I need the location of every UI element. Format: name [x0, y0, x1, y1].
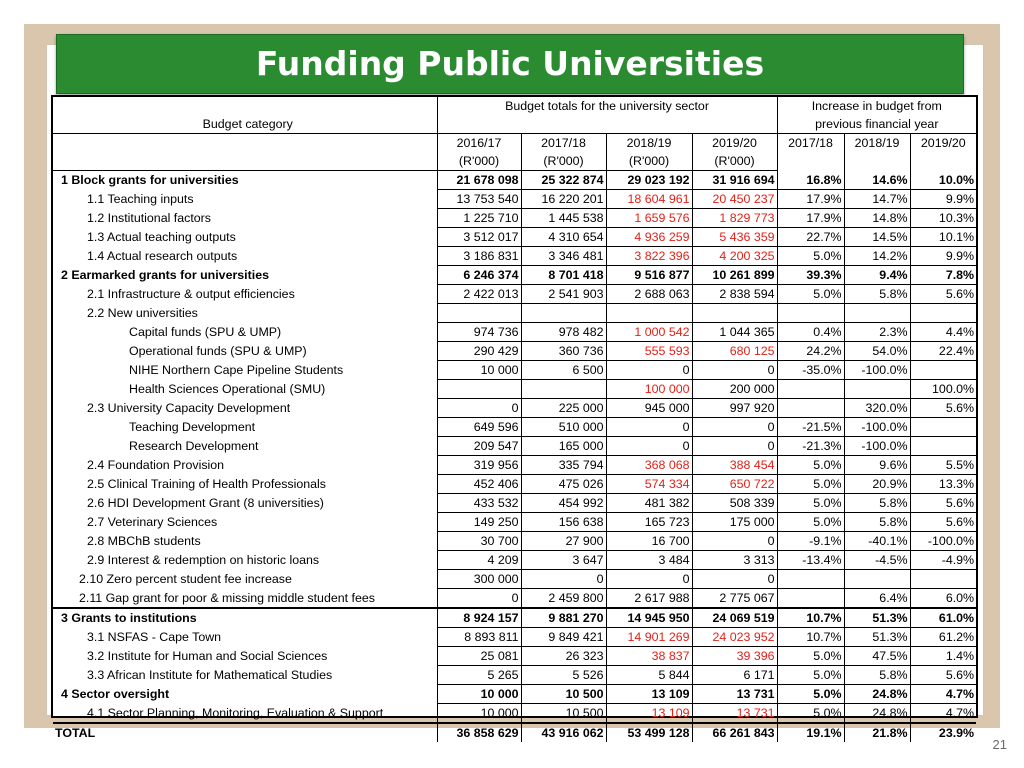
pct-increase-cell: 2.3%: [844, 323, 910, 342]
table-row: [53, 342, 976, 361]
budget-value-cell: 10 500: [521, 704, 606, 724]
budget-value-cell: 10 500: [521, 685, 606, 704]
budget-value-cell: 4 310 654: [521, 228, 606, 247]
budget-value-cell: 25 081: [437, 647, 521, 666]
row-label: 4 Sector oversight: [61, 687, 170, 701]
budget-value-cell: 13 753 540: [437, 190, 521, 209]
budget-value-cell: 0: [606, 361, 692, 380]
header-year: 2018/19: [606, 134, 692, 153]
table-body: [53, 171, 976, 743]
pct-increase-cell: 24.8%: [844, 704, 910, 724]
header-pct-year: 2018/19: [844, 134, 910, 153]
pct-increase-cell: 16.8%: [777, 171, 844, 190]
table-row: [53, 570, 976, 589]
table-row: [53, 190, 976, 209]
table-row: [53, 666, 976, 685]
pct-increase-cell: 5.0%: [777, 647, 844, 666]
table-row: [53, 437, 976, 456]
row-label: Operational funds (SPU & UMP): [129, 344, 307, 358]
budget-value-cell: 165 723: [606, 513, 692, 532]
budget-value-cell: 31 916 694: [692, 171, 777, 190]
pct-increase-cell: [777, 304, 844, 323]
budget-value-cell: 8 924 157: [437, 608, 521, 628]
table-row: [53, 647, 976, 666]
budget-value-cell: 0: [606, 570, 692, 589]
budget-value-cell: 3 822 396: [606, 247, 692, 266]
budget-value-cell: 200 000: [692, 380, 777, 399]
header-increase-line1: Increase in budget from: [777, 97, 976, 115]
row-label: Health Sciences Operational (SMU): [129, 382, 326, 396]
budget-value-cell: 25 322 874: [521, 171, 606, 190]
pct-increase-cell: 5.0%: [777, 685, 844, 704]
table-row: [53, 589, 976, 609]
table-row: [53, 228, 976, 247]
pct-increase-cell: -4.5%: [844, 551, 910, 570]
budget-value-cell: 8 893 811: [437, 628, 521, 647]
pct-increase-cell: 10.7%: [777, 608, 844, 628]
table-row: [53, 266, 976, 285]
budget-value-cell: [521, 380, 606, 399]
pct-increase-cell: 5.0%: [777, 475, 844, 494]
budget-value-cell: 433 532: [437, 494, 521, 513]
pct-increase-cell: 5.8%: [844, 666, 910, 685]
budget-value-cell: 5 526: [521, 666, 606, 685]
budget-value-cell: [606, 304, 692, 323]
table-row: [53, 456, 976, 475]
table-row: [53, 475, 976, 494]
budget-value-cell: 3 346 481: [521, 247, 606, 266]
row-label: 1.1 Teaching inputs: [87, 192, 194, 206]
budget-value-cell: 3 647: [521, 551, 606, 570]
budget-value-cell: 3 186 831: [437, 247, 521, 266]
budget-value-cell: 100 000: [606, 380, 692, 399]
budget-value-cell: 2 422 013: [437, 285, 521, 304]
row-label: 1.3 Actual teaching outputs: [87, 230, 236, 244]
total-pct-cell: 23.9%: [910, 723, 976, 742]
pct-increase-cell: [844, 304, 910, 323]
budget-value-cell: 3 484: [606, 551, 692, 570]
pct-increase-cell: -100.0%: [844, 418, 910, 437]
table-row: [53, 285, 976, 304]
total-label: TOTAL: [53, 723, 437, 742]
budget-value-cell: 2 617 988: [606, 589, 692, 609]
budget-value-cell: 29 023 192: [606, 171, 692, 190]
slide-title: Funding Public Universities: [56, 34, 964, 94]
pct-increase-cell: 5.6%: [910, 494, 976, 513]
budget-value-cell: 5 436 359: [692, 228, 777, 247]
pct-increase-cell: 5.8%: [844, 513, 910, 532]
table-row: [53, 418, 976, 437]
budget-value-cell: 0: [606, 418, 692, 437]
budget-value-cell: 0: [692, 532, 777, 551]
budget-value-cell: 8 701 418: [521, 266, 606, 285]
budget-value-cell: 24 069 519: [692, 608, 777, 628]
table-row: [53, 513, 976, 532]
pct-increase-cell: 4.4%: [910, 323, 976, 342]
header-unit: (R'000): [521, 152, 606, 171]
pct-increase-cell: 22.7%: [777, 228, 844, 247]
table-row: [53, 685, 976, 704]
header-blank: [910, 152, 976, 171]
pct-increase-cell: 5.5%: [910, 456, 976, 475]
row-label: 2.6 HDI Development Grant (8 universities): [87, 496, 324, 510]
budget-value-cell: 30 700: [437, 532, 521, 551]
table-row: [53, 247, 976, 266]
budget-value-cell: 360 736: [521, 342, 606, 361]
budget-value-cell: 225 000: [521, 399, 606, 418]
pct-increase-cell: 6.0%: [910, 589, 976, 609]
total-pct-cell: 21.8%: [844, 723, 910, 742]
budget-value-cell: 6 500: [521, 361, 606, 380]
pct-increase-cell: 6.4%: [844, 589, 910, 609]
budget-value-cell: 10 000: [437, 685, 521, 704]
budget-value-cell: 0: [692, 361, 777, 380]
header-year: 2019/20: [692, 134, 777, 153]
budget-value-cell: 368 068: [606, 456, 692, 475]
budget-value-cell: 0: [437, 399, 521, 418]
header-year: 2017/18: [521, 134, 606, 153]
budget-value-cell: 5 844: [606, 666, 692, 685]
pct-increase-cell: -35.0%: [777, 361, 844, 380]
budget-value-cell: 14 945 950: [606, 608, 692, 628]
budget-value-cell: 481 382: [606, 494, 692, 513]
budget-value-cell: 1 000 542: [606, 323, 692, 342]
budget-value-cell: 24 023 952: [692, 628, 777, 647]
budget-value-cell: 649 596: [437, 418, 521, 437]
pct-increase-cell: 5.8%: [844, 285, 910, 304]
budget-value-cell: 0: [692, 437, 777, 456]
budget-value-cell: 510 000: [521, 418, 606, 437]
budget-value-cell: [692, 304, 777, 323]
row-label: 3.1 NSFAS - Cape Town: [87, 630, 222, 644]
budget-value-cell: 10 000: [437, 704, 521, 724]
table-row: [53, 494, 976, 513]
row-label: 1 Block grants for universities: [61, 173, 239, 188]
row-label: 4.1 Sector Planning, Monitoring, Evaluation & Support: [87, 705, 384, 720]
header-blank: [777, 152, 844, 171]
budget-value-cell: 149 250: [437, 513, 521, 532]
budget-value-cell: 945 000: [606, 399, 692, 418]
budget-value-cell: 0: [692, 418, 777, 437]
budget-value-cell: 680 125: [692, 342, 777, 361]
budget-value-cell: 9 881 270: [521, 608, 606, 628]
budget-value-cell: 16 220 201: [521, 190, 606, 209]
budget-value-cell: 3 512 017: [437, 228, 521, 247]
budget-value-cell: 0: [606, 437, 692, 456]
pct-increase-cell: 61.0%: [910, 608, 976, 628]
budget-table: [53, 97, 976, 742]
budget-value-cell: 3 313: [692, 551, 777, 570]
pct-increase-cell: 24.2%: [777, 342, 844, 361]
pct-increase-cell: 5.0%: [777, 247, 844, 266]
pct-increase-cell: 51.3%: [844, 628, 910, 647]
row-label: 2.7 Veterinary Sciences: [87, 515, 218, 529]
budget-value-cell: 13 109: [606, 685, 692, 704]
pct-increase-cell: 61.2%: [910, 628, 976, 647]
pct-increase-cell: [777, 380, 844, 399]
budget-value-cell: 6 171: [692, 666, 777, 685]
budget-value-cell: 508 339: [692, 494, 777, 513]
row-label: 2.1 Infrastructure & output efficiencies: [87, 287, 295, 301]
budget-value-cell: 1 044 365: [692, 323, 777, 342]
budget-value-cell: 13 731: [692, 685, 777, 704]
budget-value-cell: 5 265: [437, 666, 521, 685]
pct-increase-cell: 9.9%: [910, 247, 976, 266]
budget-value-cell: 26 323: [521, 647, 606, 666]
table-row: [53, 628, 976, 647]
budget-value-cell: 6 246 374: [437, 266, 521, 285]
header-unit: (R'000): [692, 152, 777, 171]
row-label: 2.9 Interest & redemption on historic loans: [87, 553, 320, 567]
row-label: 3 Grants to institutions: [53, 608, 437, 628]
budget-table-container: [51, 95, 978, 740]
header-budget-category: Budget category: [53, 115, 437, 134]
budget-value-cell: 1 225 710: [437, 209, 521, 228]
pct-increase-cell: -40.1%: [844, 532, 910, 551]
budget-value-cell: 14 901 269: [606, 628, 692, 647]
pct-increase-cell: 5.0%: [777, 513, 844, 532]
budget-value-cell: 454 992: [521, 494, 606, 513]
pct-increase-cell: 20.9%: [844, 475, 910, 494]
budget-value-cell: 335 794: [521, 456, 606, 475]
pct-increase-cell: 24.8%: [844, 685, 910, 704]
pct-increase-cell: 14.6%: [844, 171, 910, 190]
pct-increase-cell: 10.3%: [910, 209, 976, 228]
table-row: [53, 704, 976, 724]
budget-value-cell: 555 593: [606, 342, 692, 361]
budget-value-cell: 290 429: [437, 342, 521, 361]
budget-value-cell: 1 659 576: [606, 209, 692, 228]
row-label: 2.11 Gap grant for poor & missing middle student fees: [79, 590, 375, 605]
pct-increase-cell: 7.8%: [910, 266, 976, 285]
header-blank: [844, 152, 910, 171]
pct-increase-cell: 5.6%: [910, 285, 976, 304]
pct-increase-cell: 22.4%: [910, 342, 976, 361]
budget-value-cell: 2 838 594: [692, 285, 777, 304]
pct-increase-cell: -21.3%: [777, 437, 844, 456]
pct-increase-cell: -21.5%: [777, 418, 844, 437]
pct-increase-cell: 5.8%: [844, 494, 910, 513]
row-label: NIHE Northern Cape Pipeline Students: [129, 363, 344, 377]
budget-value-cell: 978 482: [521, 323, 606, 342]
total-value-cell: 53 499 128: [606, 723, 692, 742]
pct-increase-cell: -100.0%: [910, 532, 976, 551]
pct-increase-cell: [777, 399, 844, 418]
table-row: [53, 551, 976, 570]
budget-value-cell: 475 026: [521, 475, 606, 494]
budget-value-cell: 9 849 421: [521, 628, 606, 647]
pct-increase-cell: 14.8%: [844, 209, 910, 228]
row-label: Teaching Development: [129, 420, 256, 434]
budget-value-cell: [521, 304, 606, 323]
pct-increase-cell: 10.1%: [910, 228, 976, 247]
budget-value-cell: 2 775 067: [692, 589, 777, 609]
pct-increase-cell: 5.0%: [777, 666, 844, 685]
pct-increase-cell: [910, 304, 976, 323]
budget-value-cell: 10 000: [437, 361, 521, 380]
row-label: 2.8 MBChB students: [87, 534, 201, 548]
total-value-cell: 66 261 843: [692, 723, 777, 742]
pct-increase-cell: 14.7%: [844, 190, 910, 209]
pct-increase-cell: 0.4%: [777, 323, 844, 342]
budget-value-cell: 0: [521, 570, 606, 589]
header-pct-year: 2017/18: [777, 134, 844, 153]
budget-value-cell: 13 731: [692, 704, 777, 724]
row-label: 2.3 University Capacity Development: [87, 401, 291, 415]
budget-value-cell: 0: [692, 570, 777, 589]
table-row: [53, 399, 976, 418]
row-label: 3.3 African Institute for Mathematical Studies: [87, 668, 333, 682]
header-unit: (R'000): [606, 152, 692, 171]
pct-increase-cell: [910, 437, 976, 456]
pct-increase-cell: 5.0%: [777, 456, 844, 475]
pct-increase-cell: 47.5%: [844, 647, 910, 666]
header-blank: [53, 134, 437, 153]
pct-increase-cell: 4.7%: [910, 704, 976, 724]
table-row: [53, 171, 976, 190]
row-label: 1.2 Institutional factors: [87, 211, 211, 225]
budget-value-cell: 4 209: [437, 551, 521, 570]
pct-increase-cell: [844, 380, 910, 399]
budget-value-cell: 319 956: [437, 456, 521, 475]
pct-increase-cell: [844, 570, 910, 589]
budget-value-cell: 21 678 098: [437, 171, 521, 190]
pct-increase-cell: -9.1%: [777, 532, 844, 551]
budget-value-cell: 4 936 259: [606, 228, 692, 247]
budget-value-cell: 2 459 800: [521, 589, 606, 609]
row-label: 2.5 Clinical Training of Health Professionals: [87, 477, 326, 491]
header-blank: [53, 152, 437, 171]
pct-increase-cell: 14.5%: [844, 228, 910, 247]
row-label: 2.4 Foundation Provision: [87, 458, 225, 472]
row-label: 2 Earmarked grants for universities: [61, 268, 269, 282]
table-row: [53, 209, 976, 228]
budget-value-cell: 16 700: [606, 532, 692, 551]
budget-value-cell: 997 920: [692, 399, 777, 418]
pct-increase-cell: 5.0%: [777, 285, 844, 304]
budget-value-cell: 13 109: [606, 704, 692, 724]
pct-increase-cell: [910, 361, 976, 380]
row-label: 1.4 Actual research outputs: [87, 249, 238, 263]
budget-value-cell: 4 200 325: [692, 247, 777, 266]
header-unit: (R'000): [437, 152, 521, 171]
total-pct-cell: 19.1%: [777, 723, 844, 742]
budget-value-cell: 1 829 773: [692, 209, 777, 228]
pct-increase-cell: 5.6%: [910, 399, 976, 418]
pct-increase-cell: -100.0%: [844, 361, 910, 380]
budget-value-cell: [437, 304, 521, 323]
total-row: [53, 723, 976, 742]
budget-value-cell: 10 261 899: [692, 266, 777, 285]
budget-value-cell: 2 688 063: [606, 285, 692, 304]
table-row: [53, 380, 976, 399]
budget-value-cell: [437, 380, 521, 399]
budget-value-cell: 18 604 961: [606, 190, 692, 209]
budget-value-cell: 175 000: [692, 513, 777, 532]
budget-value-cell: 20 450 237: [692, 190, 777, 209]
pct-increase-cell: 320.0%: [844, 399, 910, 418]
row-label: 3.2 Institute for Human and Social Sciences: [87, 649, 328, 663]
pct-increase-cell: 39.3%: [777, 266, 844, 285]
budget-value-cell: 2 541 903: [521, 285, 606, 304]
pct-increase-cell: 10.7%: [777, 628, 844, 647]
pct-increase-cell: -100.0%: [844, 437, 910, 456]
table-row: [53, 323, 976, 342]
pct-increase-cell: 5.0%: [777, 494, 844, 513]
header-year: 2016/17: [437, 134, 521, 153]
pct-increase-cell: 51.3%: [844, 608, 910, 628]
budget-value-cell: 9 516 877: [606, 266, 692, 285]
header-pct-year: 2019/20: [910, 134, 976, 153]
pct-increase-cell: 13.3%: [910, 475, 976, 494]
pct-increase-cell: [910, 418, 976, 437]
page-number: 21: [992, 737, 1007, 752]
pct-increase-cell: 14.2%: [844, 247, 910, 266]
budget-value-cell: 300 000: [437, 570, 521, 589]
budget-value-cell: 0: [437, 589, 521, 609]
budget-value-cell: 209 547: [437, 437, 521, 456]
pct-increase-cell: 1.4%: [910, 647, 976, 666]
row-label: 2.10 Zero percent student fee increase: [79, 572, 292, 586]
pct-increase-cell: [910, 570, 976, 589]
pct-increase-cell: 4.7%: [910, 685, 976, 704]
pct-increase-cell: 100.0%: [910, 380, 976, 399]
row-label: 2.2 New universities: [87, 306, 198, 320]
header-budget-totals: Budget totals for the university sector: [437, 97, 777, 115]
budget-value-cell: 974 736: [437, 323, 521, 342]
budget-value-cell: 1 445 538: [521, 209, 606, 228]
table-row: [53, 608, 976, 628]
pct-increase-cell: 9.9%: [910, 190, 976, 209]
pct-increase-cell: 17.9%: [777, 190, 844, 209]
budget-value-cell: 388 454: [692, 456, 777, 475]
pct-increase-cell: -4.9%: [910, 551, 976, 570]
table-row: [53, 361, 976, 380]
budget-value-cell: 574 334: [606, 475, 692, 494]
budget-value-cell: 38 837: [606, 647, 692, 666]
header-budget-totals-spacer: [437, 115, 777, 134]
budget-value-cell: 27 900: [521, 532, 606, 551]
pct-increase-cell: 9.6%: [844, 456, 910, 475]
header-increase-line2: previous financial year: [777, 115, 976, 134]
pct-increase-cell: 5.6%: [910, 666, 976, 685]
pct-increase-cell: 5.6%: [910, 513, 976, 532]
budget-value-cell: 165 000: [521, 437, 606, 456]
budget-value-cell: 650 722: [692, 475, 777, 494]
total-value-cell: 43 916 062: [521, 723, 606, 742]
budget-value-cell: 156 638: [521, 513, 606, 532]
pct-increase-cell: 54.0%: [844, 342, 910, 361]
pct-increase-cell: -13.4%: [777, 551, 844, 570]
header-blank: [53, 97, 437, 115]
budget-value-cell: 452 406: [437, 475, 521, 494]
budget-value-cell: 39 396: [692, 647, 777, 666]
table-row: [53, 532, 976, 551]
row-label: Capital funds (SPU & UMP): [129, 325, 282, 339]
pct-increase-cell: [777, 570, 844, 589]
pct-increase-cell: [777, 589, 844, 609]
row-label: Research Development: [129, 439, 259, 453]
pct-increase-cell: 10.0%: [910, 171, 976, 190]
pct-increase-cell: 17.9%: [777, 209, 844, 228]
total-value-cell: 36 858 629: [437, 723, 521, 742]
table-row: [53, 304, 976, 323]
pct-increase-cell: 9.4%: [844, 266, 910, 285]
pct-increase-cell: 5.0%: [777, 704, 844, 724]
